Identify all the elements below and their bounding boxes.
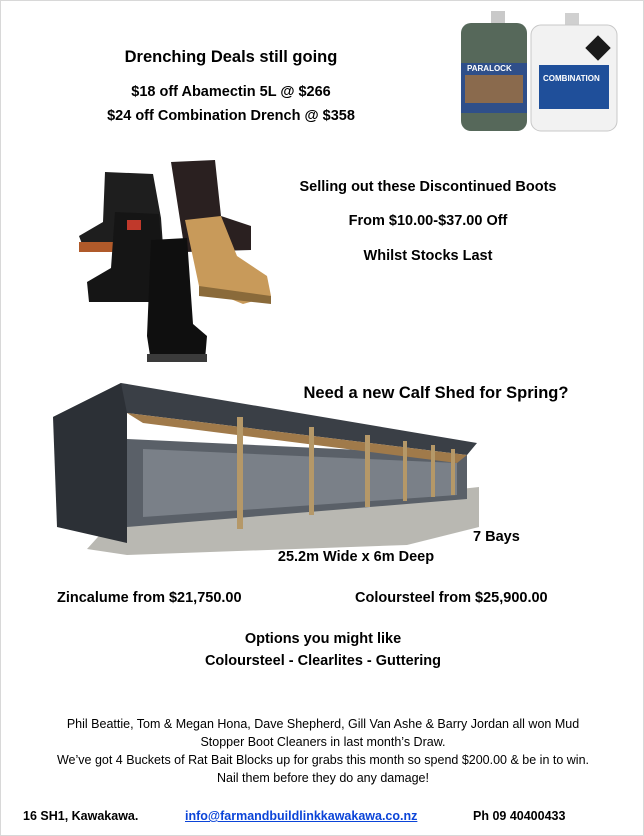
boots-headline: Selling out these Discontinued Boots: [299, 179, 557, 195]
winners-line: Phil Beattie, Tom & Megan Hona, Dave Shepherd, Gill Van Ashe & Barry Jordan all won Mud: [66, 717, 580, 731]
boots-stock-note: Whilst Stocks Last: [363, 248, 493, 264]
footer-email-link[interactable]: info@farmandbuildlinkkawakawa.co.nz: [185, 809, 418, 823]
footer-phone: Ph 09 40400433: [473, 809, 566, 823]
winners-line: Stopper Boot Cleaners in last month’s Draw.: [200, 735, 446, 749]
winners-paragraph: [21, 715, 625, 787]
drench-deal-combination: $24 off Combination Drench @ $358: [107, 108, 355, 124]
drench-title: Drenching Deals still going: [124, 48, 338, 66]
drench-product1-label: PARALOCK: [467, 64, 512, 73]
drench-deal-abamectin: $18 off Abamectin 5L @ $266: [131, 84, 331, 100]
drench-containers-image: [447, 7, 627, 139]
boots-discount: From $10.00-$37.00 Off: [348, 213, 508, 229]
footer-address: 16 SH1, Kawakawa.: [23, 809, 139, 823]
options-title: Options you might like: [244, 631, 402, 647]
price-zincalume: Zincalume from $21,750.00: [57, 590, 242, 606]
shed-size: 25.2m Wide x 6m Deep: [277, 549, 435, 565]
promo-line: Nail them before they do any damage!: [217, 771, 429, 785]
promo-line: We’ve got 4 Buckets of Rat Bait Blocks up for grabs this month so spend $200.00 & be in to win.: [56, 753, 589, 767]
shed-title: Need a new Calf Shed for Spring?: [303, 384, 569, 402]
boots-image: [75, 156, 275, 368]
price-coloursteel: Coloursteel from $25,900.00: [355, 590, 548, 606]
drench-product2-label: COMBINATION: [543, 74, 600, 83]
shed-bays: 7 Bays: [473, 529, 520, 545]
calf-shed-image: [47, 377, 479, 555]
options-list: Coloursteel - Clearlites - Guttering: [204, 653, 442, 669]
